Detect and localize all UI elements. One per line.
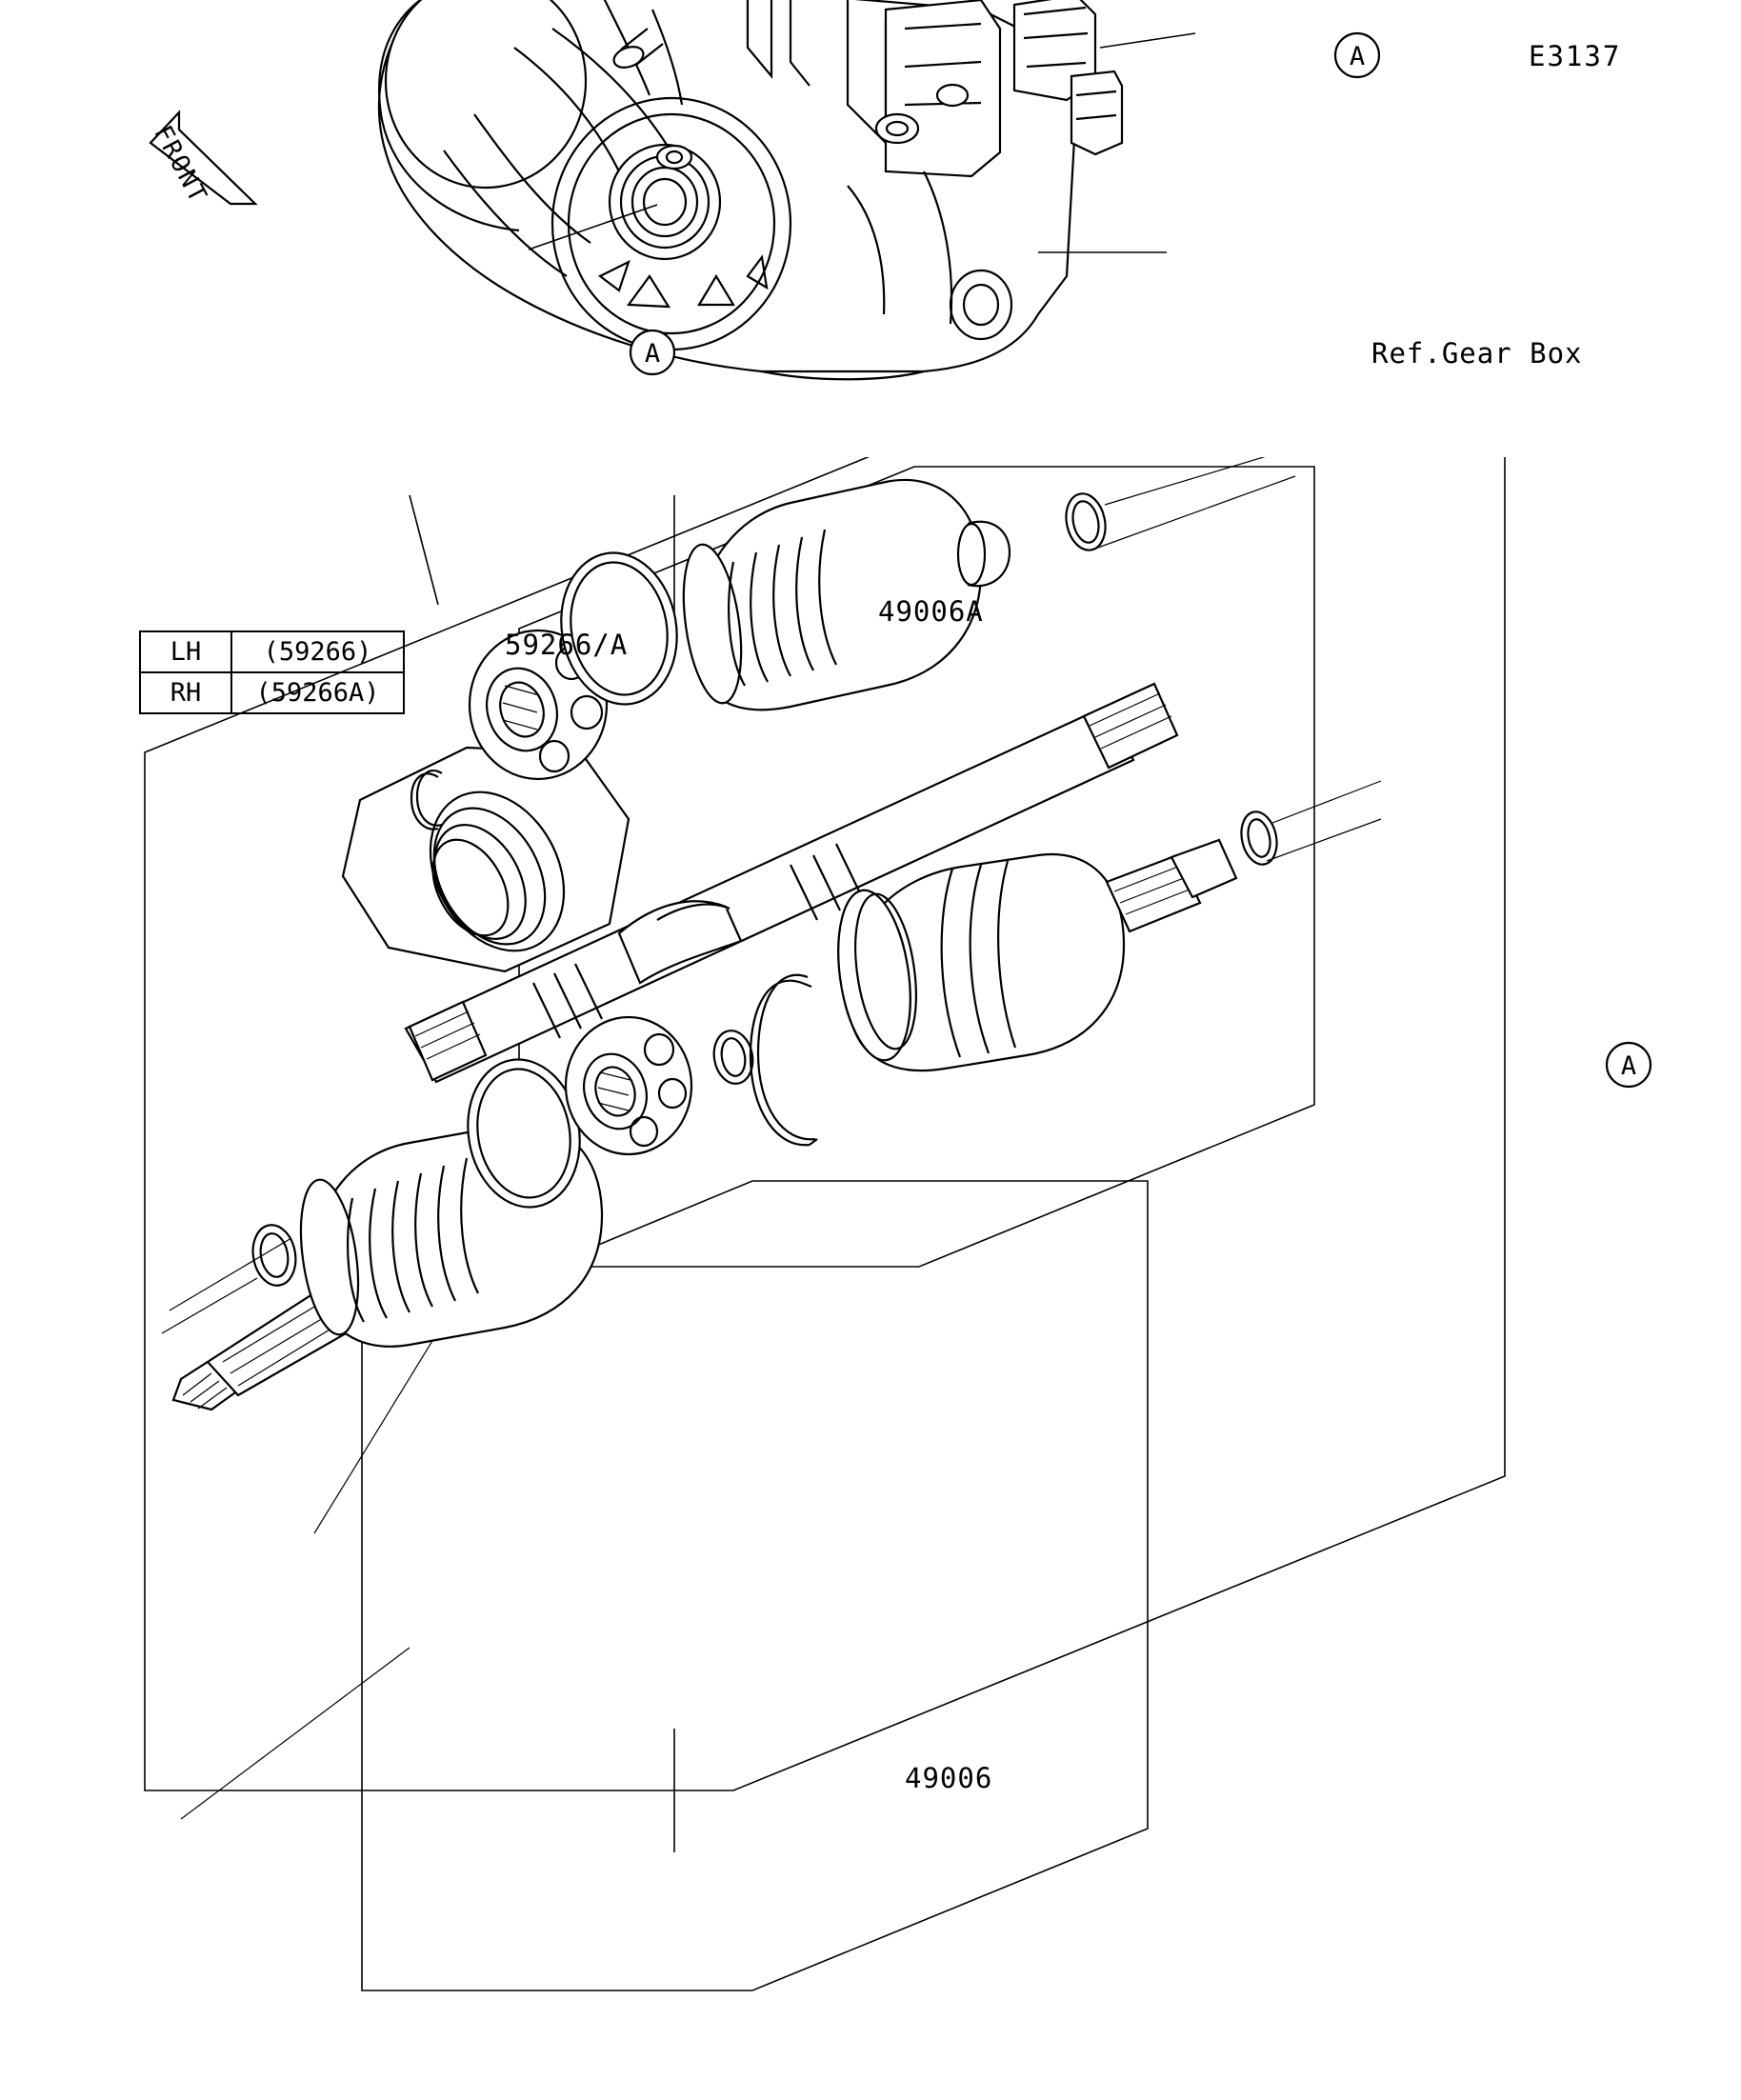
outer-cv-joint-lower (829, 840, 1236, 1070)
drive-shaft-exploded-view (124, 457, 1648, 2076)
rh-part-number: (59266A) (231, 672, 404, 713)
svg-text:A: A (644, 339, 661, 369)
part-label-49006a: 49006A (878, 595, 984, 628)
cv-inner-race-lower (566, 1017, 691, 1154)
callout-a-bearing (624, 324, 681, 381)
svg-text:A: A (1349, 42, 1366, 71)
snap-ring-lower-right (1237, 809, 1282, 868)
front-label: FRONT (148, 121, 213, 210)
callout-a-right (1600, 1036, 1657, 1093)
diagram-code: E3137 (1529, 40, 1622, 72)
svg-text:A: A (1620, 1051, 1637, 1081)
gearbox-illustration (314, 0, 1343, 448)
part-label-49006: 49006 (905, 1762, 993, 1794)
callout-a-top (1329, 27, 1386, 84)
part-label-59266a: 59266/A (505, 629, 629, 661)
circlip-lower (750, 975, 817, 1145)
ref-gear-box-label: Ref.Gear Box (1371, 337, 1583, 370)
front-direction-marker (143, 105, 267, 214)
lh-side-label: LH (140, 631, 231, 672)
rh-side-label: RH (140, 672, 231, 713)
snap-ring-upper-right (1061, 490, 1111, 553)
lh-part-number: (59266) (231, 631, 404, 672)
